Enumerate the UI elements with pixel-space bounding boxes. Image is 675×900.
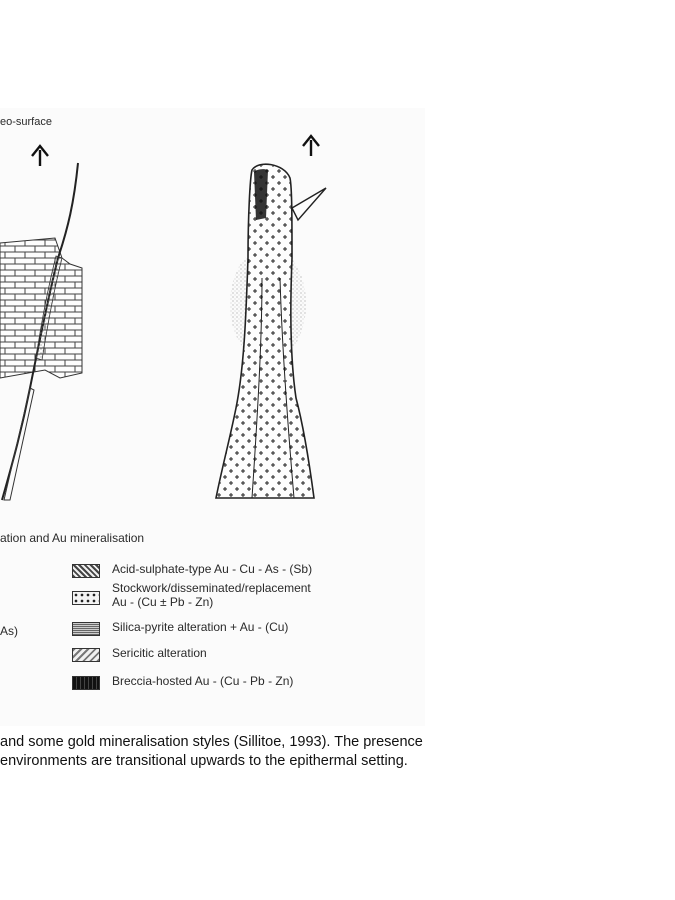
silica-pyrite-icon (72, 622, 100, 636)
legend-label: Sericitic alteration (112, 646, 207, 660)
paleo-surface-label: eo-surface (0, 116, 52, 128)
legend-label: Stockwork/disseminated/replacement (112, 581, 311, 595)
figure-caption (0, 733, 675, 771)
legend-label: Acid-sulphate-type Au - Cu - As - (Sb) (112, 562, 313, 576)
arrow-up-icon (303, 136, 319, 156)
legend-label: Breccia-hosted Au - (Cu - Pb - Zn) (112, 674, 294, 688)
apophysis (292, 188, 326, 220)
vein-lower (4, 388, 34, 500)
acid-sulphate-icon (72, 564, 100, 578)
breccia-pipe (254, 169, 268, 220)
figure (0, 108, 425, 726)
arrow-up-icon (32, 146, 48, 166)
caption-line: and some gold mineralisation styles (Sillitoe, 1993). The presence (0, 734, 423, 750)
stockwork-icon (72, 591, 100, 605)
caption-line: environments are transitional upwards to the epithermal setting. (0, 753, 408, 769)
legend-label: Au - (Cu ± Pb - Zn) (112, 595, 214, 609)
legend-label: Silica-pyrite alteration + Au - (Cu) (112, 620, 289, 634)
breccia-icon (72, 676, 100, 690)
sericitic-icon (72, 648, 100, 662)
left-legend-fragment: As) (0, 624, 18, 638)
geology-diagram (0, 108, 425, 528)
legend-title: ation and Au mineralisation (0, 531, 145, 545)
